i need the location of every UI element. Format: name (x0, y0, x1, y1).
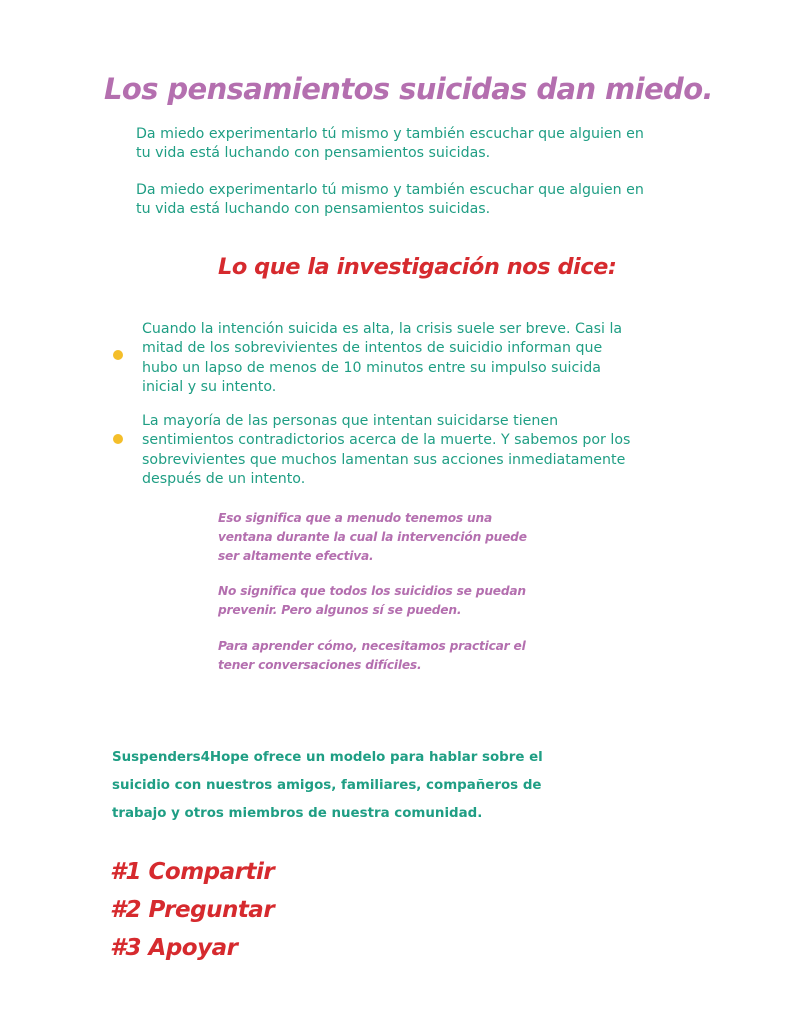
step-support: #3 Apoyar (110, 935, 238, 961)
note-prevention: No significa que todos los suicidios se puedan prevenir. Pero algunos sí se pueden. (218, 584, 526, 617)
step-share: #1 Compartir (110, 859, 275, 885)
bullet-dot-icon (113, 434, 123, 444)
intro-paragraph-2: Da miedo experimentarlo tú mismo y también escuchar que alguien en tu vida está luchando con pensamientos suicidas. (136, 182, 644, 217)
model-description: Suspenders4Hope ofrece un modelo para hablar sobre el suicidio con nuestros amigos, familiares, compañeros de trabajo y otros miembros de nuestra comunidad. (112, 750, 543, 821)
intro-paragraph-1: Da miedo experimentarlo tú mismo y también escuchar que alguien en tu vida está luchando con pensamientos suicidas. (136, 126, 644, 161)
note-practice: Para aprender cómo, necesitamos practicar el tener conversaciones difíciles. (218, 639, 526, 672)
main-title: Los pensamientos suicidas dan miedo. (104, 72, 713, 106)
research-title: Lo que la investigación nos dice: (218, 254, 617, 280)
bullet-dot-icon (113, 350, 123, 360)
note-window: Eso significa que a menudo tenemos una ventana durante la cual la intervención puede ser altamente efectiva. (218, 511, 527, 563)
research-bullet-2: La mayoría de las personas que intentan suicidarse tienen sentimientos contradictorios acerca de la muerte. Y sabemos por los sobrevivientes que muchos lamentan sus acciones inmediatamente después de un intento. (142, 413, 631, 487)
research-bullet-1: Cuando la intención suicida es alta, la crisis suele ser breve. Casi la mitad de los sobrevivientes de intentos de suicidio informan que hubo un lapso de menos de 10 minutos entre su impulso suicida inicial y su intento. (142, 321, 623, 395)
step-ask: #2 Preguntar (110, 897, 275, 923)
